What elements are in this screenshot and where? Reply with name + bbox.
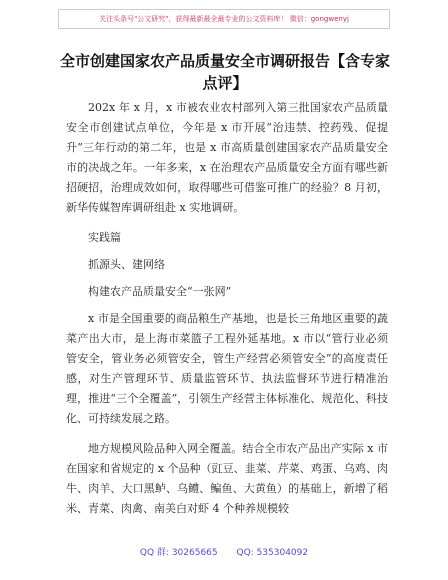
footer-qq: QQ: 535304092 <box>236 548 309 558</box>
promo-banner: 关注头条号"公文研究"，获得最新最全最专业的公文资料库！ 微信：gongwenyj <box>58 9 390 29</box>
document-title: 全市创建国家农产品质量安全市调研报告【含专家点评】 <box>60 52 391 92</box>
document-body <box>66 98 388 529</box>
page-footer <box>0 545 448 558</box>
subsection-subtitle: 构建农产品质量安全“一张网” <box>88 285 232 298</box>
subsection-heading: 抓源头、建网络 <box>88 258 165 271</box>
body-paragraph: x 市是全国重要的商品粮生产基地，也是长三角地区重要的蔬菜产出大市，是上海市菜篮子工程外延基地。x 市以“管行业必须管安全，管业务必须管安全，管生产经营必须管安全”的高度责任感，对生产管理环节、质量监管环节、执法监督环节进行精准治理，推进“三个全覆盖”，引领生产经营主体标准化、规范化、科技化、可持续发展之路。 <box>66 312 388 425</box>
footer-qq-group: QQ 群: 30265665 <box>139 548 218 558</box>
section-heading: 实践篇 <box>88 231 121 244</box>
body-paragraph: 地方规模风险品种入网全覆盖。结合全市农产品出产实际 x 市在国家和省规定的 x 个品种（豇豆、韭菜、芹菜、鸡蛋、乌鸡、肉牛、肉羊、大口黑鲈、乌鳢、鳊鱼、大黄鱼）的基础上，新增了稻米、青菜、肉禽、南美白对虾 4 个种养规模较 <box>66 442 388 515</box>
intro-paragraph: 202x 年 x 月，x 市被农业农村部列入第三批国家农产品质量安全市创建试点单位，今年是 x 市开展“治违禁、控药残、促提升”三年行动的第二年，也是 x 市高质量创建国家农产品质量安全市的决战之年。一年多来，x 在治理农产品质量安全方面有哪些新招硬招，治理成效如何，取得哪些可借鉴可推广的经验？8 月初，新华传媒智库调研组赴 x 实地调研。 <box>66 101 388 214</box>
